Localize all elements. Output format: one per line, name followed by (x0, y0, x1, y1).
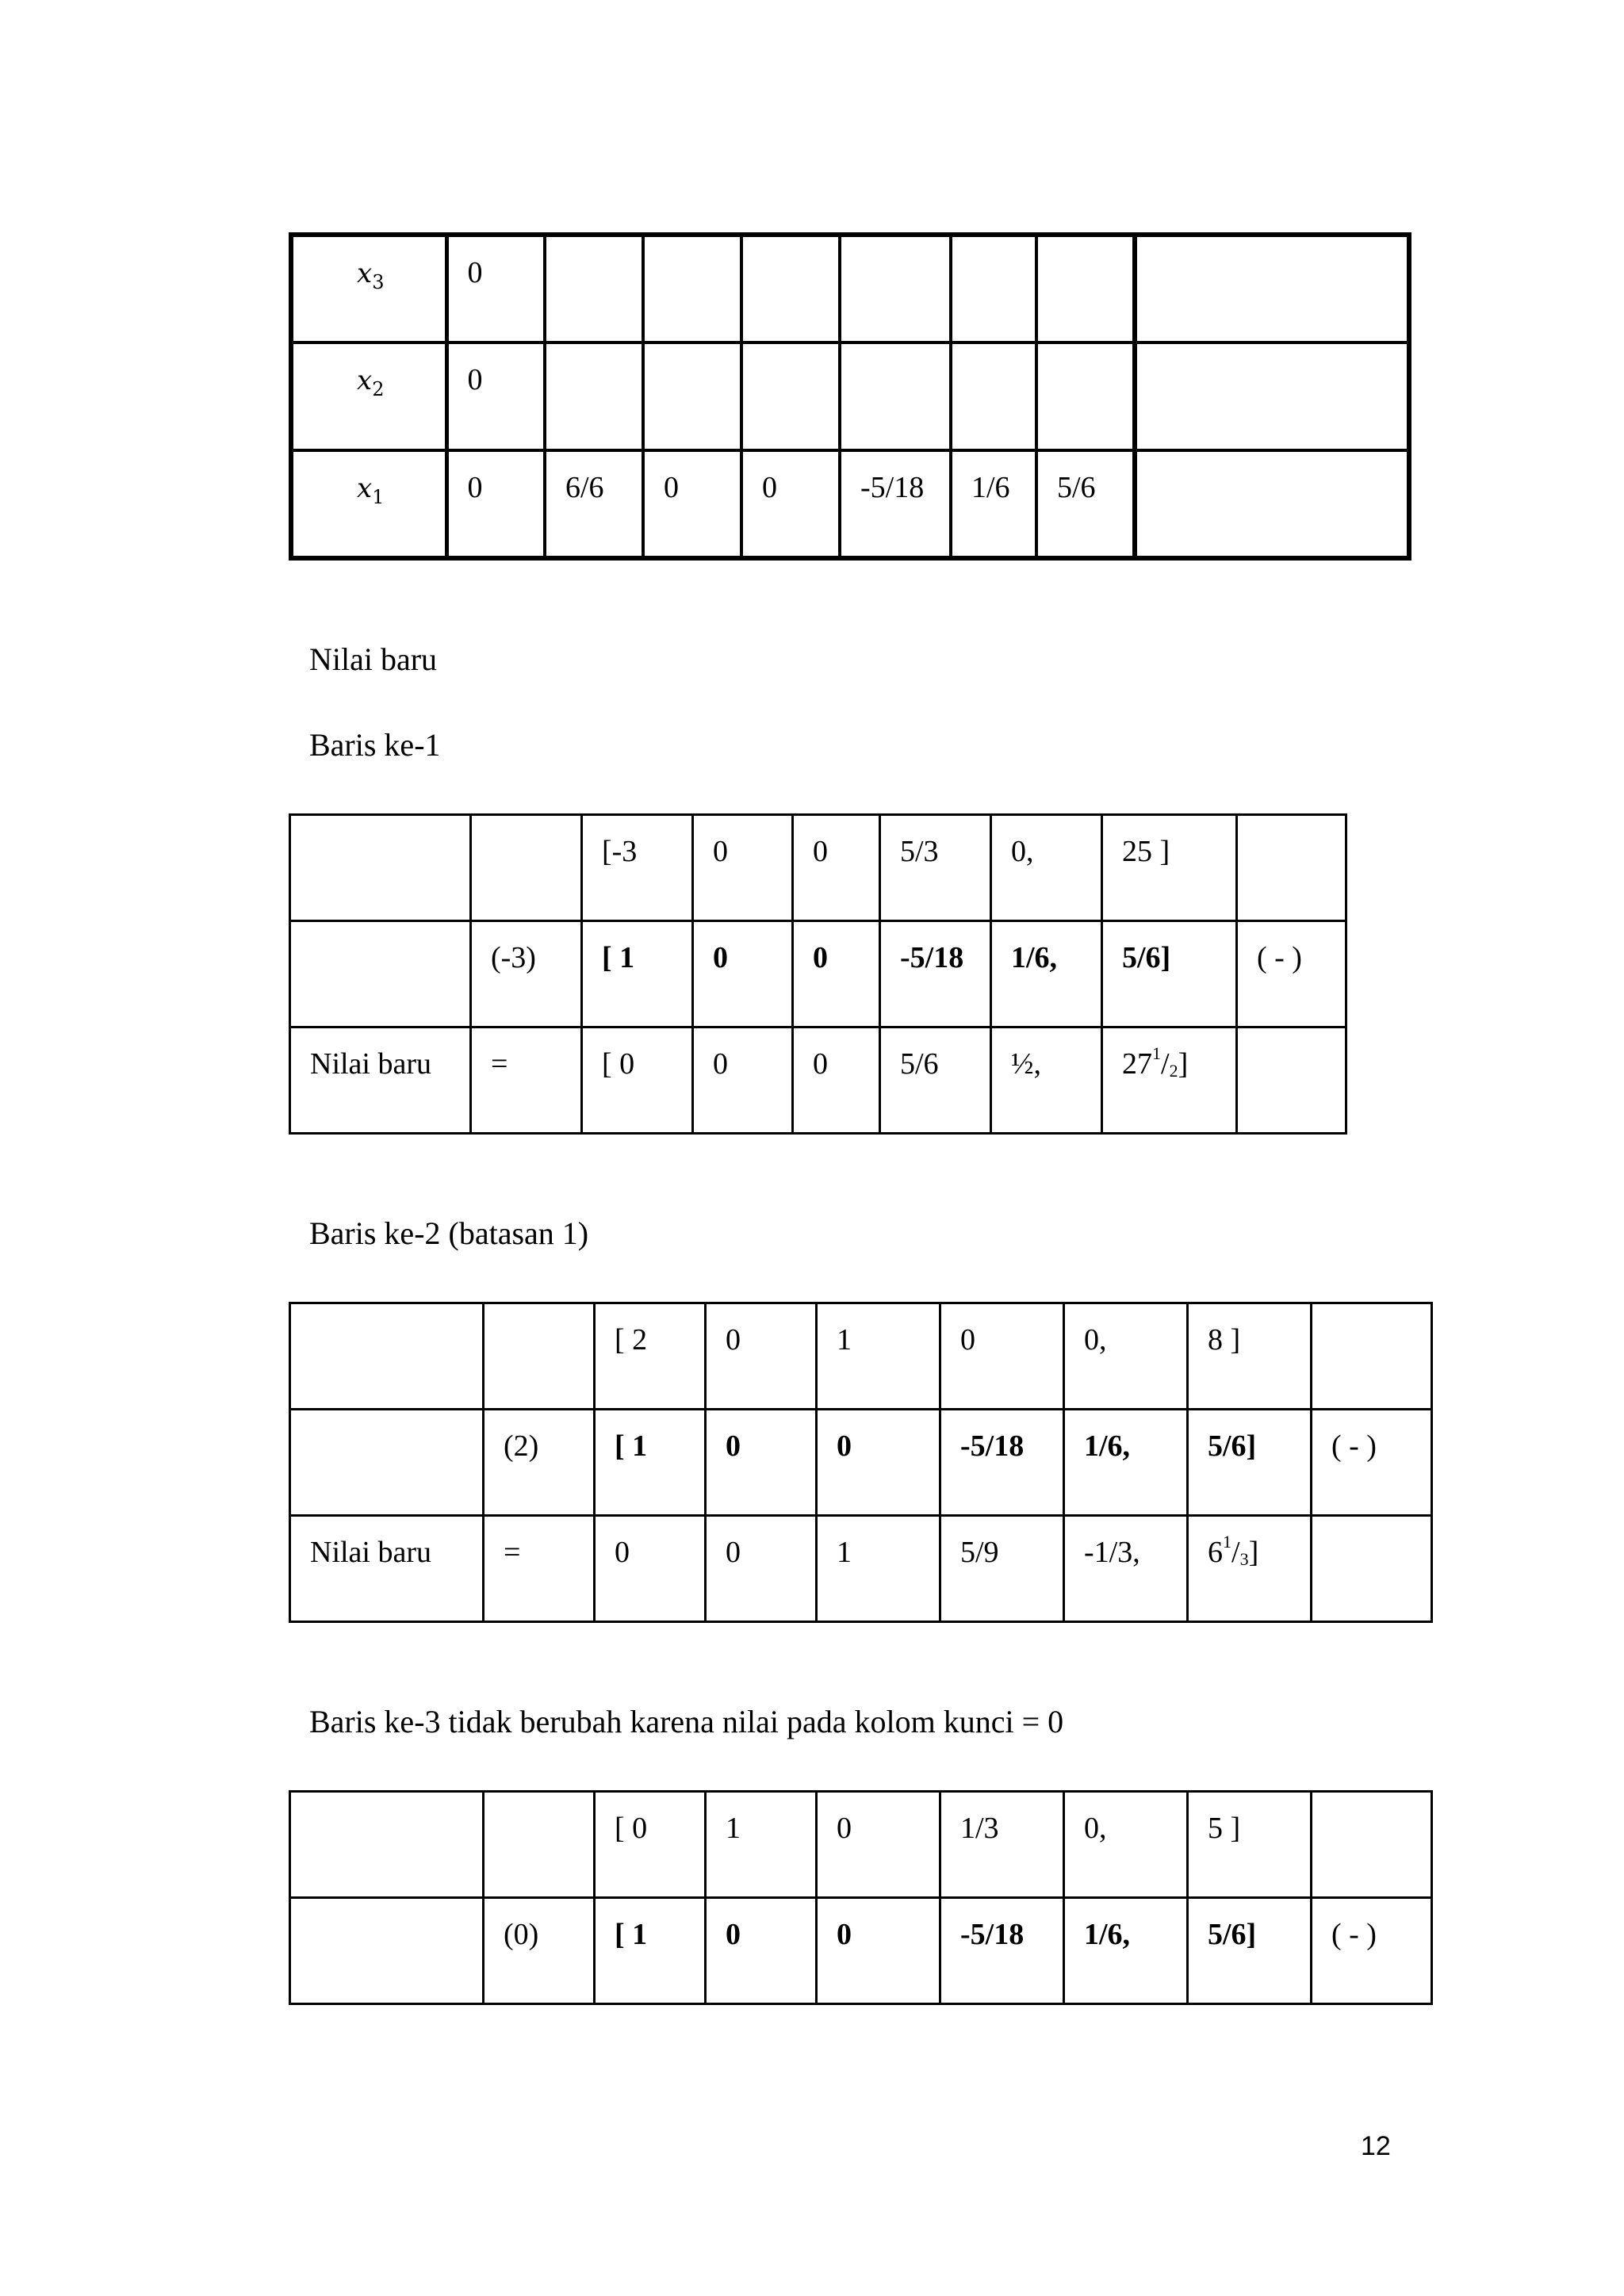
table-cell (471, 815, 582, 921)
heading-nilai-baru: Nilai baru (309, 641, 438, 677)
table-cell: -1/3, (1064, 1516, 1188, 1622)
table-cell: 0 (446, 450, 545, 558)
baris-2-table (289, 1302, 1433, 1623)
heading-baris-1: Baris ke-1 (309, 727, 441, 763)
table-cell (1036, 342, 1135, 450)
table-cell (545, 342, 643, 450)
table-cell (1135, 235, 1409, 342)
operator-cell: ( - ) (1312, 1410, 1432, 1516)
table-cell: 0 (693, 1027, 793, 1134)
table-cell: 0 (446, 342, 545, 450)
table-cell: -5/18 (940, 1898, 1064, 2004)
table-cell: 5/6] (1102, 921, 1237, 1027)
table-cell (1312, 1792, 1432, 1898)
table-cell (1036, 235, 1135, 342)
table-cell (741, 235, 840, 342)
table-cell (290, 1303, 484, 1410)
table-cell: 1/3 (940, 1792, 1064, 1898)
table-row (291, 450, 1409, 558)
table-cell (1312, 1516, 1432, 1622)
table-row (290, 1516, 1432, 1622)
table-cell: 0 (940, 1303, 1064, 1410)
equals-cell: = (484, 1516, 595, 1622)
table-cell: 0 (706, 1516, 817, 1622)
table-cell: 5/6 (1036, 450, 1135, 558)
table-cell (290, 815, 471, 921)
table-cell: 0 (793, 921, 880, 1027)
table-cell: 1/6, (991, 921, 1102, 1027)
table-cell: [-3 (582, 815, 693, 921)
basic-variable-x1: $x_1$ (291, 450, 446, 558)
table-cell (1135, 450, 1409, 558)
table-cell (1237, 1027, 1346, 1134)
table-cell: 0 (706, 1410, 817, 1516)
table-row (290, 1027, 1346, 1134)
table-cell: 0 (706, 1898, 817, 2004)
multiplier-cell: (0) (484, 1898, 595, 2004)
heading-baris-2: Baris ke-2 (batasan 1) (309, 1215, 589, 1251)
table-row (290, 1410, 1432, 1516)
table-cell: 0 (693, 815, 793, 921)
basic-variable-x2: $x_2$ (291, 342, 446, 450)
table-cell: 5/6] (1188, 1898, 1312, 2004)
table-cell: [ 1 (582, 921, 693, 1027)
table-cell: 0 (817, 1410, 940, 1516)
table-cell: 0 (693, 921, 793, 1027)
table-cell: 0 (817, 1792, 940, 1898)
baris-1-table (289, 813, 1347, 1135)
table-cell: 5/9 (940, 1516, 1064, 1622)
table-cell (840, 342, 951, 450)
table-cell (1312, 1303, 1432, 1410)
table-cell: 1 (817, 1516, 940, 1622)
table-cell: ½, (991, 1027, 1102, 1134)
equals-cell: = (471, 1027, 582, 1134)
top-tableau-table (289, 232, 1411, 561)
table-cell: 25 ] (1102, 815, 1237, 921)
table-row (290, 1792, 1432, 1898)
table-cell: [ 0 (595, 1792, 706, 1898)
table-cell: 0 (446, 235, 545, 342)
table-cell (951, 235, 1036, 342)
table-cell (951, 342, 1036, 450)
table-row (290, 1303, 1432, 1410)
table-row (290, 921, 1346, 1027)
table-row (290, 815, 1346, 921)
baris-3-table (289, 1790, 1433, 2005)
table-cell: 0 (643, 450, 741, 558)
table-cell (290, 921, 471, 1027)
table-row (290, 1898, 1432, 2004)
table-cell (290, 1410, 484, 1516)
multiplier-cell: (-3) (471, 921, 582, 1027)
table-row (291, 235, 1409, 342)
basic-variable-x3: $x_3$ (291, 235, 446, 342)
table-cell: 1/6, (1064, 1898, 1188, 2004)
page-number: 12 (1361, 2131, 1391, 2161)
table-cell: 5/6] (1188, 1410, 1312, 1516)
table-cell: 0 (793, 1027, 880, 1134)
operator-cell: ( - ) (1312, 1898, 1432, 2004)
table-cell (1237, 815, 1346, 921)
table-cell: 5/6 (880, 1027, 991, 1134)
table-cell: 0 (817, 1898, 940, 2004)
table-cell: [ 1 (595, 1898, 706, 2004)
table-cell: -5/18 (940, 1410, 1064, 1516)
mixed-number-cell: $6^1/_3$] (1188, 1516, 1312, 1622)
table-cell (643, 235, 741, 342)
table-cell (741, 342, 840, 450)
table-row (291, 342, 1409, 450)
table-cell (290, 1898, 484, 2004)
table-cell (484, 1303, 595, 1410)
table-cell: 1 (706, 1792, 817, 1898)
table-cell: 0 (706, 1303, 817, 1410)
mixed-number-cell: $27^1/_2$] (1102, 1027, 1237, 1134)
table-cell: 0, (991, 815, 1102, 921)
table-cell: [ 0 (582, 1027, 693, 1134)
row-label-cell: Nilai baru (290, 1516, 484, 1622)
table-cell (840, 235, 951, 342)
table-cell: 0, (1064, 1303, 1188, 1410)
table-cell (1135, 342, 1409, 450)
table-cell: 1/6, (1064, 1410, 1188, 1516)
multiplier-cell: (2) (484, 1410, 595, 1516)
table-cell (290, 1792, 484, 1898)
heading-baris-3: Baris ke-3 tidak berubah karena nilai pada kolom kunci = 0 (309, 1704, 1064, 1739)
row-label-cell: Nilai baru (290, 1027, 471, 1134)
table-cell: 8 ] (1188, 1303, 1312, 1410)
table-cell: 0 (741, 450, 840, 558)
table-cell: [ 1 (595, 1410, 706, 1516)
table-cell (545, 235, 643, 342)
operator-cell: ( - ) (1237, 921, 1346, 1027)
table-cell: 1/6 (951, 450, 1036, 558)
table-cell (484, 1792, 595, 1898)
table-cell: 6/6 (545, 450, 643, 558)
table-cell: 5/3 (880, 815, 991, 921)
table-cell: 0, (1064, 1792, 1188, 1898)
table-cell: 0 (793, 815, 880, 921)
table-cell: -5/18 (880, 921, 991, 1027)
table-cell: 1 (817, 1303, 940, 1410)
table-cell: -5/18 (840, 450, 951, 558)
table-cell: 5 ] (1188, 1792, 1312, 1898)
table-cell: [ 2 (595, 1303, 706, 1410)
table-cell (643, 342, 741, 450)
table-cell: 0 (595, 1516, 706, 1622)
